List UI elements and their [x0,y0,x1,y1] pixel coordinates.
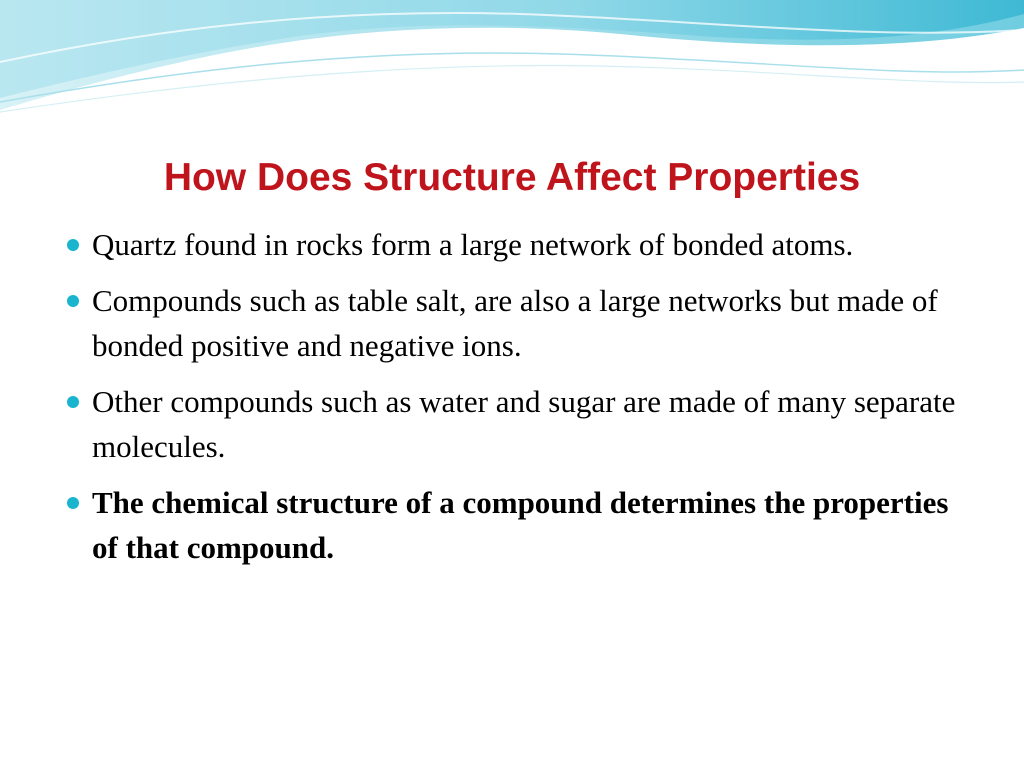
bullet-item [60,480,970,570]
wave-header-decoration [0,0,1024,130]
bullet-marker-icon [67,396,79,408]
bullet-text: Compounds such as table salt, are also a large networks but made of bonded positive and negative ions. [92,283,938,363]
bullet-marker-icon [67,497,79,509]
bullet-item [60,222,970,267]
bullet-text: The chemical structure of a compound determines the properties of that compound. [92,485,949,565]
bullet-marker-icon [67,239,79,251]
bullet-text: Other compounds such as water and sugar are made of many separate molecules. [92,384,956,464]
wave-line-2 [0,65,1024,112]
bullet-item [60,278,970,368]
slide-title: How Does Structure Affect Properties [163,156,861,199]
bullet-item [60,379,970,469]
bullet-text: Quartz found in rocks form a large network of bonded atoms. [92,227,854,262]
bullet-list [60,222,970,581]
bullet-marker-icon [67,295,79,307]
